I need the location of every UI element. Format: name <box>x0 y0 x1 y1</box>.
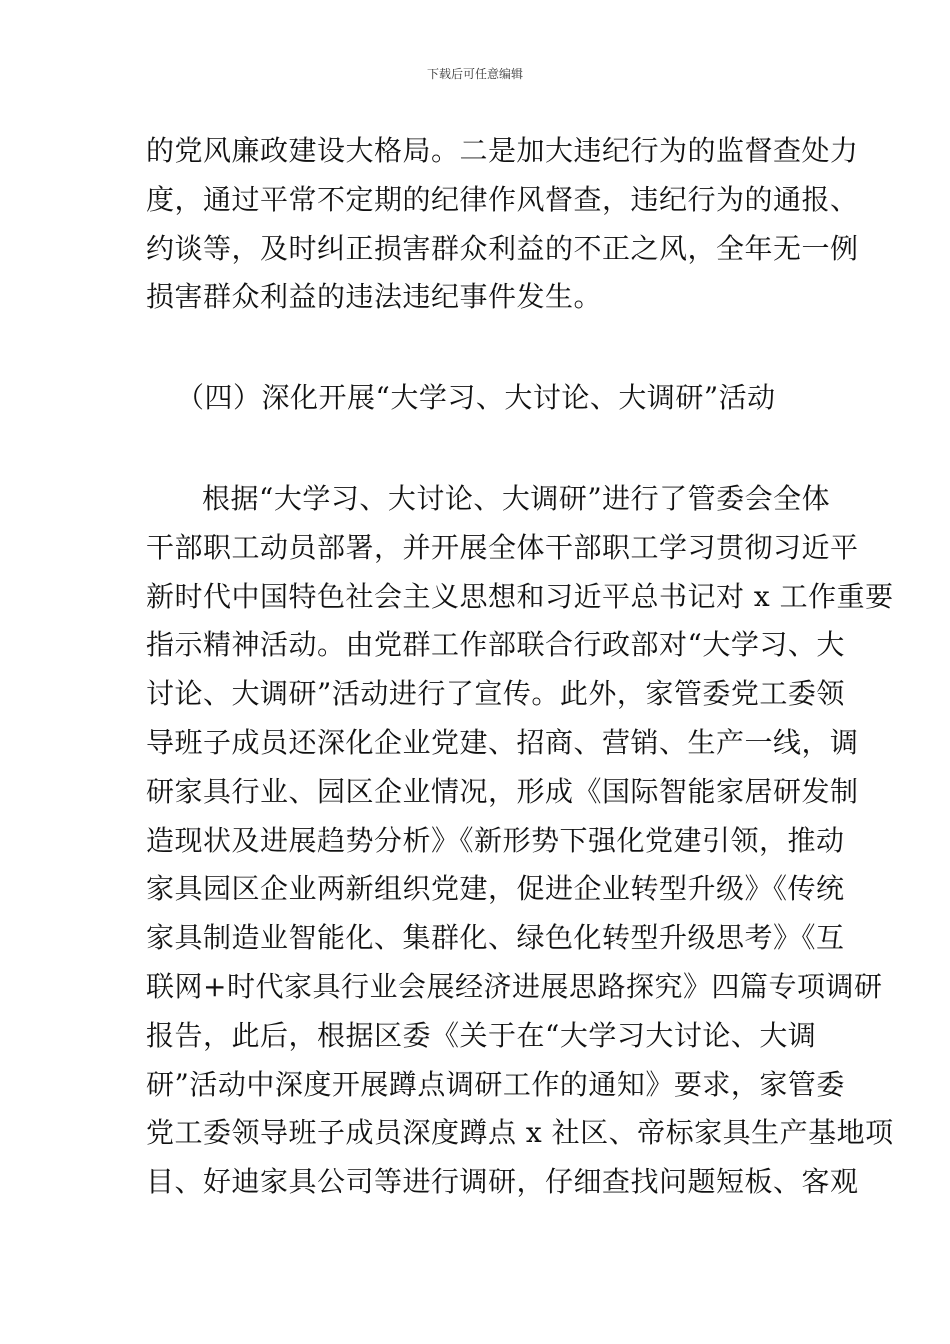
paragraph-line: 导班子成员还深化企业党建、招商、营销、生产一线，调 <box>146 725 859 759</box>
paragraph-line: 根据“大学习、大讨论、大调研”进行了管委会全体 <box>202 482 831 515</box>
paragraph-line: 的党风廉政建设大格局。二是加大违纪行为的监督查处力 <box>146 134 859 167</box>
paragraph-line: 目、好迪家具公司等进行调研，仔细查找问题短板、客观 <box>146 1165 859 1199</box>
paragraph-line: 指示精神活动。由党群工作部联合行政部对“大学习、大 <box>146 628 845 662</box>
paragraph-line: 家具制造业智能化、集群化、绿色化转型升级思考》《互 <box>146 921 845 955</box>
paragraph-line: 讨论、大调研”活动进行了宣传。此外，家管委党工委领 <box>146 677 845 711</box>
paragraph-line: 损害群众利益的违法违纪事件发生。 <box>146 280 603 314</box>
paragraph-line: 干部职工动员部署，并开展全体干部职工学习贯彻习近平 <box>146 530 859 564</box>
paragraph-line: 度，通过平常不定期的纪律作风督查，违纪行为的通报、 <box>146 182 859 216</box>
paragraph-line: 研家具行业、园区企业情况，形成《国际智能家居研发制 <box>146 774 859 808</box>
paragraph-line: 报告，此后，根据区委《关于在“大学习大讨论、大调 <box>146 1018 817 1052</box>
paragraph-line: 研”活动中深度开展蹲点调研工作的通知》要求，家管委 <box>146 1067 845 1101</box>
section-heading: （四）深化开展“大学习、大讨论、大调研”活动 <box>176 381 776 414</box>
paragraph-2 <box>146 475 894 1207</box>
paragraph-1 <box>146 127 859 322</box>
paragraph-line: 造现状及进展趋势分析》《新形势下强化党建引领，推动 <box>146 823 845 857</box>
paragraph-line: 约谈等，及时纠正损害群众利益的不正之风，全年无一例 <box>146 231 859 265</box>
paragraph-line: 家具园区企业两新组织党建，促进企业转型升级》《传统 <box>146 872 845 906</box>
paragraph-line: 新时代中国特色社会主义思想和习近平总书记对 x 工作重要 <box>146 579 894 613</box>
paragraph-line: 联网+时代家具行业会展经济进展思路探究》四篇专项调研 <box>146 969 883 1003</box>
page-header: 下载后可任意编辑 <box>426 67 523 81</box>
paragraph-line: 党工委领导班子成员深度蹲点 x 社区、帝标家具生产基地项 <box>146 1116 894 1150</box>
